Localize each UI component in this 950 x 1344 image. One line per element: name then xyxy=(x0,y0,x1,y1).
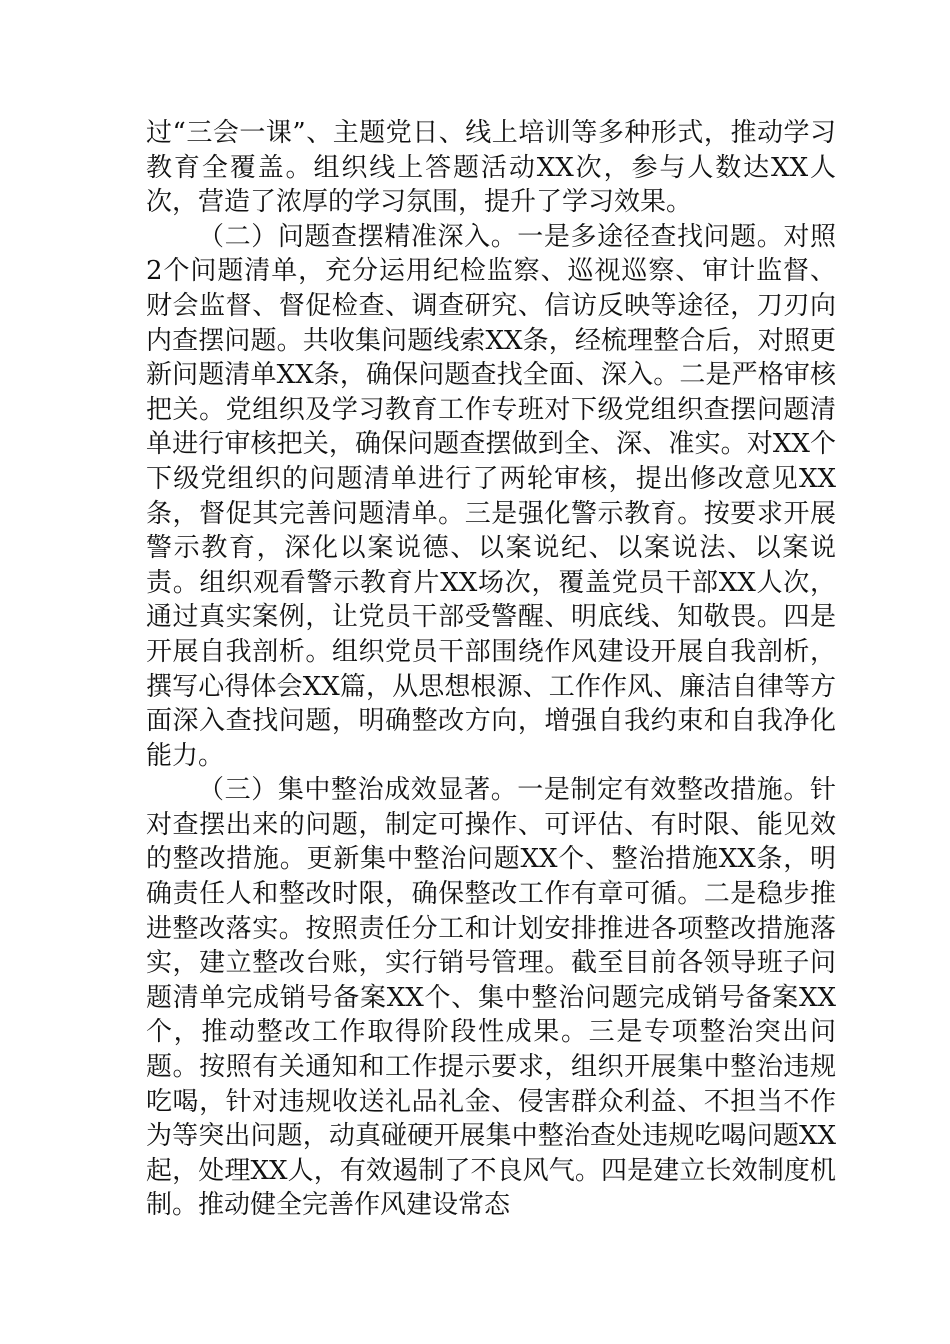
paragraph-continuation: 过“三会一课”、主题党日、线上培训等多种形式，推动学习教育全覆盖。组织线上答题活动XX次，参与人数达XX人次，营造了浓厚的学习氛围，提升了学习效果。 xyxy=(146,118,836,218)
paragraph-problem-review: （二）问题查摆精准深入。一是多途径查找问题。对照2个问题清单，充分运用纪检监察、巡视巡察、审计监督、财会监督、督促检查、调查研究、信访反映等途径，刀刃向内查摆问题。共收集问题线索XX条，经梳理整合后，对照更新问题清单XX条，确保问题查找全面、深入。二是严格审核把关。党组织及学习教育工作专班对下级党组织查摆问题清单进行审核把关，确保问题查摆做到全、深、准实。对XX个下级党组织的问题清单进行了两轮审核，提出修改意见XX条，督促其完善问题清单。三是强化警示教育。按要求开展警示教育，深化以案说德、以案说纪、以案说法、以案说责。组织观看警示教育片XX场次，覆盖党员干部XX人次，通过真实案例，让党员干部受警醒、明底线、知敬畏。四是开展自我剖析。组织党员干部围绕作风建设开展自我剖析，撰写心得体会XX篇，从思想根源、工作作风、廉洁自律等方面深入查找问题，明确整改方向，增强自我约束和自我净化能力。 xyxy=(146,221,836,771)
document-body xyxy=(146,116,836,1223)
paragraph-centralized-rectification: （三）集中整治成效显著。一是制定有效整改措施。针对查摆出来的问题，制定可操作、可评估、有时限、能见效的整改措施。更新集中整治问题XX个、整治措施XX条，明确责任人和整改时限，确保整改工作有章可循。二是稳步推进整改落实。按照责任分工和计划安排推进各项整改措施落实，建立整改台账，实行销号管理。截至目前各领导班子问题清单完成销号备案XX个、集中整治问题完成销号备案XX个，推动整改工作取得阶段性成果。三是专项整治突出问题。按照有关通知和工作提示要求，组织开展集中整治违规吃喝，针对违规收送礼品礼金、侵害群众利益、不担当不作为等突出问题，动真碰硬开展集中整治查处违规吃喝问题XX起，处理XX人，有效遏制了不良风气。四是建立长效制度机制。推动健全完善作风建设常态 xyxy=(146,775,836,1221)
